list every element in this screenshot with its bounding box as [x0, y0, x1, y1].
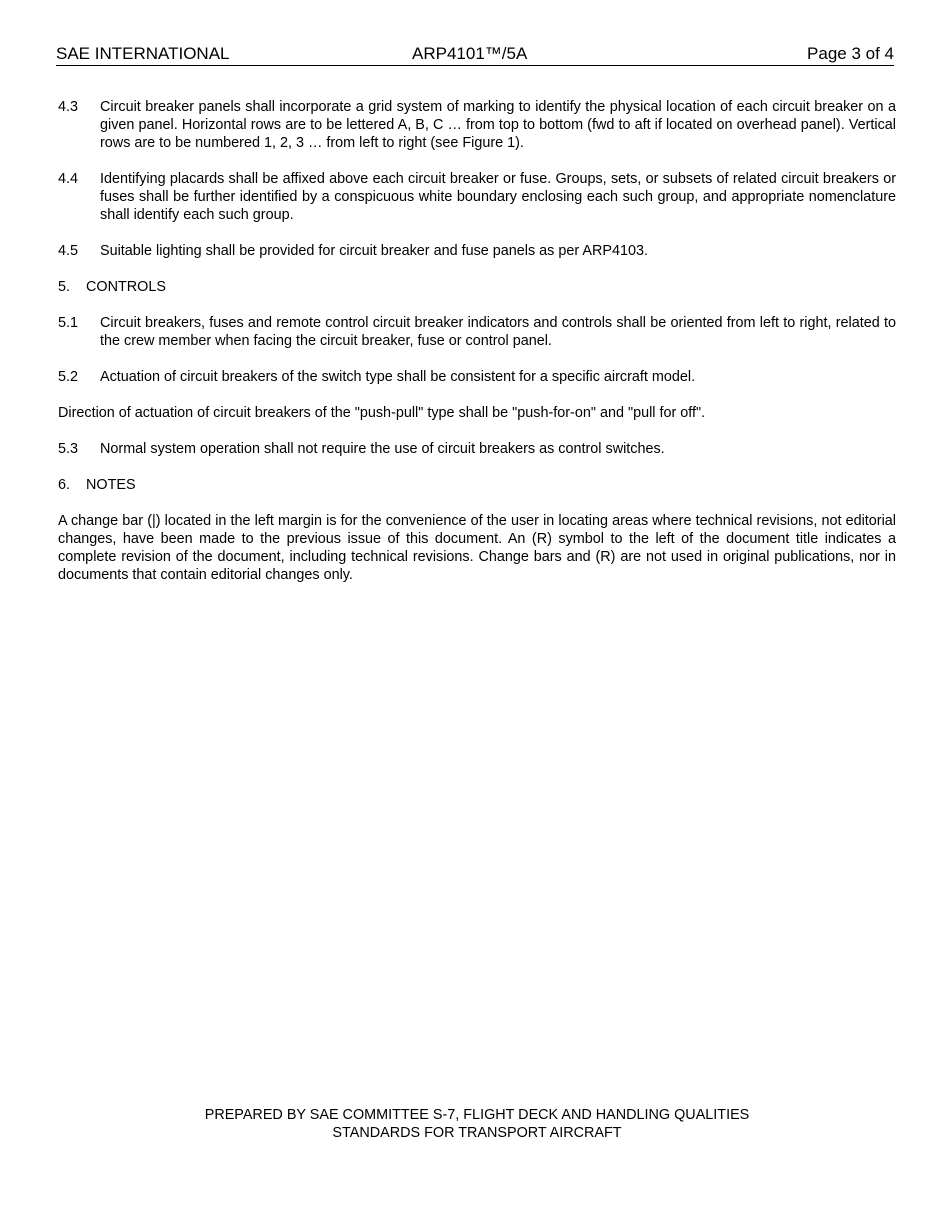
paragraph-number: 4.5 [58, 243, 79, 259]
paragraph-text: Circuit breaker panels shall incorporate a grid system of marking to identify the physical location of each circuit breaker on a given panel. Horizontal rows are to be lettered A, B, C … from top to bottom (fwd to aft if located on overhead panel). Vertical rows are to be numbered 1, 2, 3 … from left to right (see Figure 1). [100, 99, 896, 151]
paragraph-text: Normal system operation shall not require the use of circuit breakers as control switches. [100, 441, 665, 457]
footer-line-2: STANDARDS FOR TRANSPORT AIRCRAFT [332, 1125, 622, 1141]
paragraph-5-1 [58, 314, 896, 350]
paragraph-4-4 [58, 170, 896, 224]
header-page-number: Page 3 of 4 [807, 44, 894, 63]
paragraph-number: 5.2 [58, 369, 79, 385]
paragraph-text: Suitable lighting shall be provided for circuit breaker and fuse panels as per ARP4103. [100, 243, 648, 259]
paragraph-4-5 [58, 242, 896, 260]
document-body [58, 98, 896, 602]
paragraph-text: Circuit breakers, fuses and remote control circuit breaker indicators and controls shall be oriented from left to right, related to the crew member when facing the circuit breaker, fuse or control panel. [100, 315, 896, 349]
paragraph-number: 5.3 [58, 441, 79, 457]
paragraph-number: 5.1 [58, 315, 79, 331]
section-title: NOTES [86, 477, 136, 493]
section-title: CONTROLS [86, 279, 166, 295]
header-organization: SAE INTERNATIONAL [56, 44, 230, 63]
paragraph-text: Actuation of circuit breakers of the switch type shall be consistent for a specific aircraft model. [100, 369, 696, 385]
paragraph-5-2 [58, 368, 896, 386]
paragraph-number: 4.4 [58, 171, 79, 187]
section-heading-notes [58, 476, 896, 494]
paragraph-5-3 [58, 440, 896, 458]
paragraph-text: Identifying placards shall be affixed above each circuit breaker or fuse. Groups, sets, or subsets of related circuit breakers or fuses shall be further identified by a conspicuous white boundary enclosing each such group, and appropriate nomenclature shall identify each such group. [100, 171, 896, 223]
footer-line-1: PREPARED BY SAE COMMITTEE S-7, FLIGHT DECK AND HANDLING QUALITIES [204, 1107, 750, 1123]
section-number: 6. [58, 477, 71, 493]
header-document-id: ARP4101™/5A [412, 44, 528, 63]
paragraph-push-pull-direction: Direction of actuation of circuit breakers of the "push-pull" type shall be "push-for-on" and "pull for off". [58, 405, 706, 421]
page-footer [0, 1106, 950, 1142]
paragraph-notes: A change bar (|) located in the left margin is for the convenience of the user in locating areas where technical revisions, not editorial changes, have been made to the previous issue of this document. An (R) symbol to the left of the document title indicates a complete revision of the document, including technical revisions. Change bars and (R) are not used in original publications, nor in documents that contain editorial changes only. [58, 513, 896, 583]
section-number: 5. [58, 279, 71, 295]
section-heading-controls [58, 278, 896, 296]
paragraph-4-3 [58, 98, 896, 152]
page-header [56, 44, 894, 66]
paragraph-number: 4.3 [58, 99, 79, 115]
